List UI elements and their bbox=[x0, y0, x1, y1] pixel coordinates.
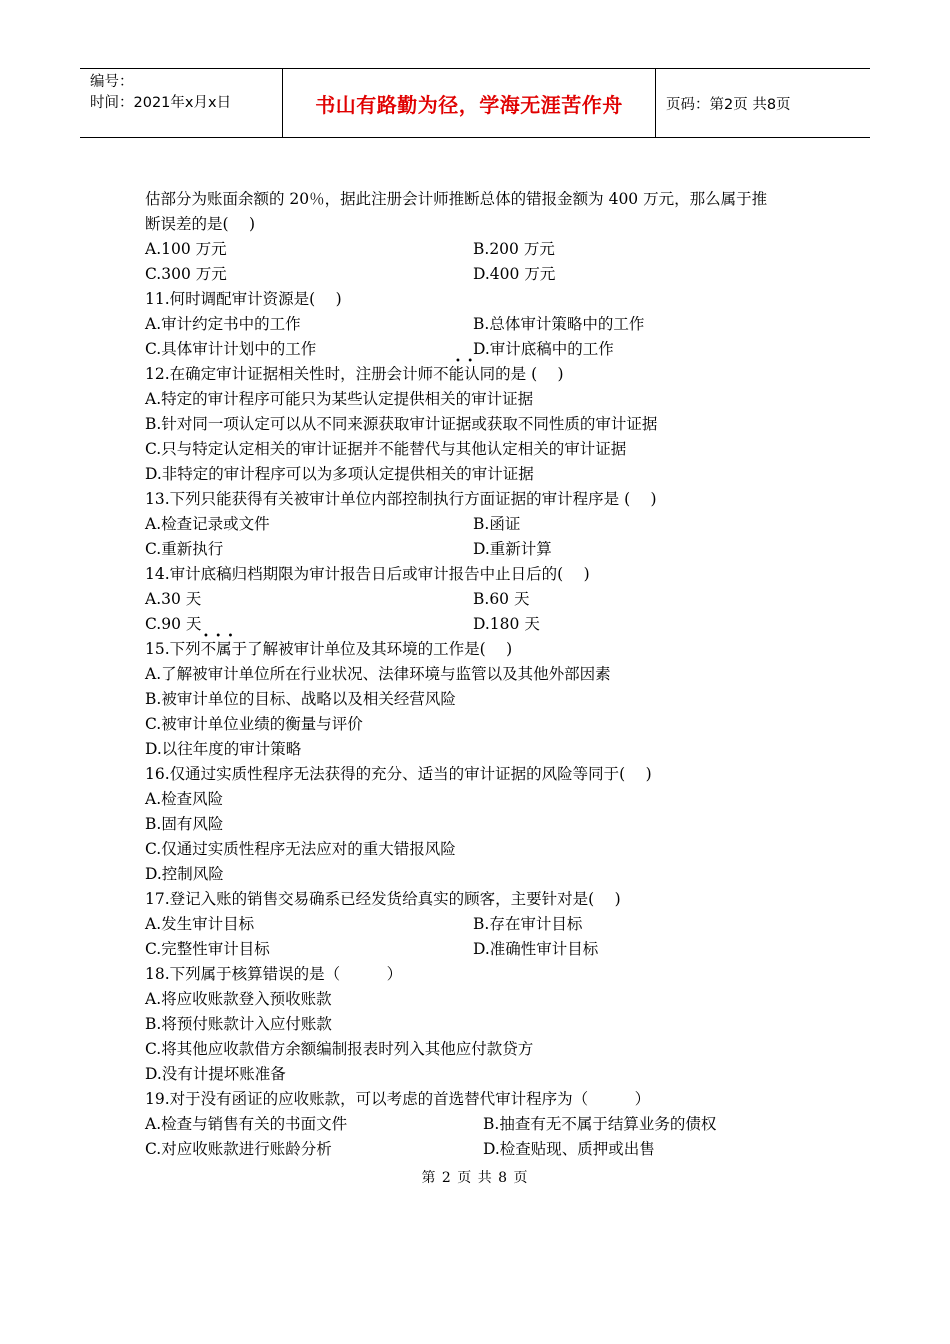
option-a: A.检查与销售有关的书面文件 bbox=[145, 1115, 348, 1133]
question-stem: 14.审计底稿归档期限为审计报告日后或审计报告中止日后的( ) bbox=[145, 565, 590, 583]
option-d: D.控制风险 bbox=[145, 865, 224, 883]
option-d: D.400 万元 bbox=[473, 265, 556, 283]
option-b: B.函证 bbox=[473, 515, 521, 533]
question-stem: 11.何时调配审计资源是( ) bbox=[145, 290, 342, 308]
question-stem: 16.仅通过实质性程序无法获得的充分、适当的审计证据的风险等同于( ) bbox=[145, 765, 652, 783]
option-b: B.60 天 bbox=[473, 590, 530, 608]
number-label: 编号： bbox=[90, 74, 134, 90]
option-c: C.对应收账款进行账龄分析 bbox=[145, 1140, 332, 1158]
option-b: B.将预付账款计入应付账款 bbox=[145, 1015, 332, 1033]
option-c: C.将其他应收款借方余额编制报表时列入其他应付款贷方 bbox=[145, 1040, 534, 1058]
option-d: D.以往年度的审计策略 bbox=[145, 740, 302, 758]
option-a: A.100 万元 bbox=[145, 240, 227, 258]
header-meta bbox=[80, 69, 282, 137]
question-stem: 17.登记入账的销售交易确系已经发货给真实的顾客，主要针对是( ) bbox=[145, 890, 621, 908]
option-row bbox=[145, 512, 815, 537]
question-stem-wrap bbox=[145, 631, 815, 662]
header-page-number: 页码：第2页 共8页 bbox=[666, 96, 791, 113]
option-a: A.了解被审计单位所在行业状况、法律环境与监管以及其他外部因素 bbox=[145, 665, 611, 683]
option-row bbox=[145, 612, 815, 637]
exam-content bbox=[145, 187, 815, 1162]
option-d: D.没有计提坏账准备 bbox=[145, 1065, 286, 1083]
question-stem: 12.在确定审计证据相关性时，注册会计师不能认同的是 ( ) bbox=[145, 365, 564, 383]
option-c: C.重新执行 bbox=[145, 540, 224, 558]
option-b: B.存在审计目标 bbox=[473, 915, 583, 933]
option-d: D.重新计算 bbox=[473, 540, 552, 558]
option-c: C.完整性审计目标 bbox=[145, 940, 270, 958]
option-c: C.仅通过实质性程序无法应对的重大错报风险 bbox=[145, 840, 456, 858]
option-b: B.被审计单位的目标、战略以及相关经营风险 bbox=[145, 690, 456, 708]
option-row bbox=[145, 312, 815, 337]
option-row bbox=[145, 1112, 815, 1137]
option-d: D.检查贴现、质押或出售 bbox=[483, 1140, 655, 1158]
option-b: B.抽查有无不属于结算业务的债权 bbox=[483, 1115, 717, 1133]
option-a: A.发生审计目标 bbox=[145, 915, 255, 933]
option-c: C.300 万元 bbox=[145, 265, 227, 283]
option-d: D.准确性审计目标 bbox=[473, 940, 599, 958]
option-row bbox=[145, 337, 815, 362]
document-header bbox=[80, 68, 870, 138]
question-stem: 13.下列只能获得有关被审计单位内部控制执行方面证据的审计程序是 ( ) bbox=[145, 490, 657, 508]
option-c: C.被审计单位业绩的衡量与评价 bbox=[145, 715, 363, 733]
option-row bbox=[145, 587, 815, 612]
option-a: A.检查记录或文件 bbox=[145, 515, 270, 533]
option-a: A.检查风险 bbox=[145, 790, 224, 808]
time-label: 时间：2021年x月x日 bbox=[90, 95, 232, 111]
question-stem: 18.下列属于核算错误的是（ ） bbox=[145, 965, 403, 983]
question-stem: 15.下列不属于了解被审计单位及其环境的工作是( ) bbox=[145, 640, 513, 658]
page-footer: 第 2 页 共 8 页 bbox=[421, 1170, 529, 1186]
emphasis-dots: • • • bbox=[203, 631, 234, 642]
option-b: B.200 万元 bbox=[473, 240, 555, 258]
option-c: C.90 天 bbox=[145, 615, 202, 633]
option-row bbox=[145, 262, 815, 287]
option-d: D.180 天 bbox=[473, 615, 540, 633]
option-b: B.针对同一项认定可以从不同来源获取审计证据或获取不同性质的审计证据 bbox=[145, 415, 658, 433]
intro-line: 断误差的是( ) bbox=[145, 215, 256, 233]
option-b: B.总体审计策略中的工作 bbox=[473, 315, 645, 333]
option-row bbox=[145, 537, 815, 562]
option-a: A.将应收账款登入预收账款 bbox=[145, 990, 332, 1008]
option-row bbox=[145, 1137, 815, 1162]
option-a: A.30 天 bbox=[145, 590, 202, 608]
option-d: D.审计底稿中的工作 bbox=[473, 340, 614, 358]
question-stem: 19.对于没有函证的应收账款，可以考虑的首选替代审计程序为（ ） bbox=[145, 1090, 651, 1108]
option-row bbox=[145, 937, 815, 962]
question-stem-wrap bbox=[145, 356, 815, 387]
option-a: A.特定的审计程序可能只为某些认定提供相关的审计证据 bbox=[145, 390, 534, 408]
intro-line: 估部分为账面余额的 20％，据此注册会计师推断总体的错报金额为 400 万元，那么属于推 bbox=[145, 190, 768, 208]
header-motto: 书山有路勤为径，学海无涯苦作舟 bbox=[282, 69, 656, 137]
option-row bbox=[145, 237, 815, 262]
option-c: C.只与特定认定相关的审计证据并不能替代与其他认定相关的审计证据 bbox=[145, 440, 627, 458]
option-row bbox=[145, 912, 815, 937]
option-d: D.非特定的审计程序可以为多项认定提供相关的审计证据 bbox=[145, 465, 534, 483]
option-c: C.具体审计计划中的工作 bbox=[145, 340, 317, 358]
option-a: A.审计约定书中的工作 bbox=[145, 315, 301, 333]
option-b: B.固有风险 bbox=[145, 815, 224, 833]
emphasis-dots: • • bbox=[455, 356, 474, 367]
